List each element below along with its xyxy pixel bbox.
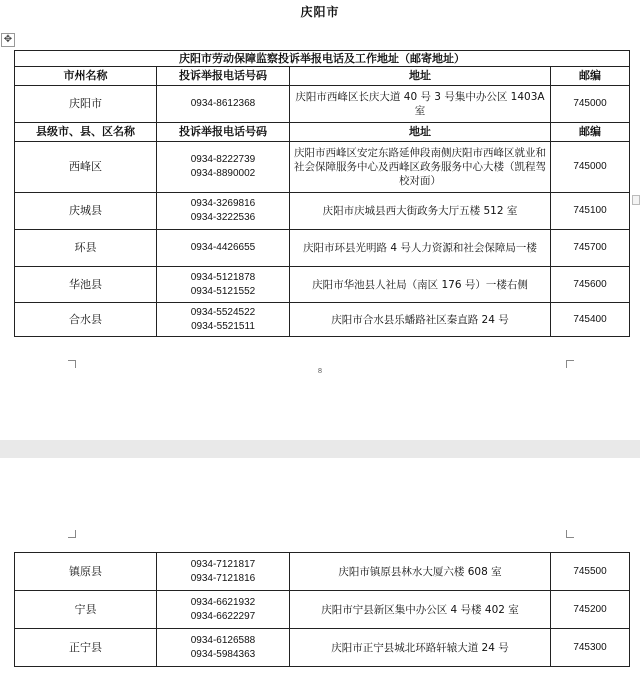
city-zip: 745000 xyxy=(551,86,630,123)
phone-number: 0934-5521511 xyxy=(191,320,255,332)
county-name: 庆城县 xyxy=(15,193,157,230)
county-phone xyxy=(157,591,290,629)
header-zip: 邮编 xyxy=(551,67,630,86)
county-zip: 745000 xyxy=(551,142,630,193)
contact-table-page-1 xyxy=(14,50,630,337)
page-number: 8 xyxy=(317,367,323,375)
table-row xyxy=(15,86,630,123)
county-phone xyxy=(157,142,290,193)
county-address: 庆阳市正宁县城北环路轩辕大道 24 号 xyxy=(290,629,551,667)
county-zip: 745500 xyxy=(551,553,630,591)
county-phone xyxy=(157,553,290,591)
page-break-gap xyxy=(0,440,640,458)
county-zip: 745200 xyxy=(551,591,630,629)
county-phone xyxy=(157,230,290,267)
table-row xyxy=(15,553,630,591)
header-zip: 邮编 xyxy=(551,123,630,142)
table-row xyxy=(15,193,630,230)
county-name: 合水县 xyxy=(15,303,157,337)
county-address: 庆阳市镇原县林水大厦六楼 608 室 xyxy=(290,553,551,591)
phone-number: 0934-6621932 xyxy=(190,596,256,608)
city-phone: 0934-8612368 xyxy=(157,86,290,123)
move-cross-icon[interactable]: ✥ xyxy=(1,33,15,47)
phone-number: 0934-8890002 xyxy=(190,168,256,179)
phone-number: 0934-3269816 xyxy=(190,198,256,209)
phone-number: 0934-3222536 xyxy=(190,212,256,223)
document-page-2 xyxy=(0,458,640,676)
county-address: 庆阳市庆城县西大街政务大厅五楼 512 室 xyxy=(290,193,551,230)
table-row xyxy=(15,629,630,667)
county-zip: 745100 xyxy=(551,193,630,230)
county-name: 镇原县 xyxy=(15,553,157,591)
phone-number: 0934-5524522 xyxy=(190,306,256,318)
county-zip: 745400 xyxy=(551,303,630,337)
county-name: 宁县 xyxy=(15,591,157,629)
county-phone xyxy=(157,303,290,337)
phone-number: 0934-6126588 xyxy=(190,634,256,646)
table-caption: 庆阳市劳动保障监察投诉举报电话及工作地址（邮寄地址） xyxy=(15,51,630,67)
margin-corner-mark xyxy=(566,530,574,538)
county-name: 环县 xyxy=(15,230,157,267)
phone-number: 0934-6622297 xyxy=(190,610,256,622)
county-address: 庆阳市宁县新区集中办公区 4 号楼 402 室 xyxy=(290,591,551,629)
header-county-name: 县级市、县、区名称 xyxy=(15,123,157,142)
header-phone: 投诉举报电话号码 xyxy=(157,67,290,86)
county-name: 正宁县 xyxy=(15,629,157,667)
table-row xyxy=(15,267,630,303)
county-address: 庆阳市华池县人社局（南区 176 号）一楼右侧 xyxy=(290,267,551,303)
page-title: 庆阳市 xyxy=(300,5,340,19)
table-row xyxy=(15,591,630,629)
table-row xyxy=(15,142,630,193)
table-caption-row xyxy=(15,51,630,67)
county-name: 华池县 xyxy=(15,267,157,303)
header-address: 地址 xyxy=(290,123,551,142)
county-phone xyxy=(157,629,290,667)
county-zip: 745300 xyxy=(551,629,630,667)
county-phone xyxy=(157,193,290,230)
phone-number: 0934-8222739 xyxy=(190,154,256,165)
county-address: 庆阳市西峰区安定东路延伸段南侧庆阳市西峰区就业和社会保障服务中心及西峰区政务服务中心大楼（凯程驾校对面） xyxy=(290,142,551,193)
city-address: 庆阳市西峰区长庆大道 40 号 3 号集中办公区 1403A 室 xyxy=(290,86,551,123)
phone-number: 0934-5121552 xyxy=(190,285,256,297)
city-name: 庆阳市 xyxy=(15,86,157,123)
table-row xyxy=(15,303,630,337)
county-phone xyxy=(157,267,290,303)
county-address: 庆阳市环县光明路 4 号人力资源和社会保障局一楼 xyxy=(290,230,551,267)
contact-table-page-2 xyxy=(14,552,630,667)
county-zip: 745700 xyxy=(551,230,630,267)
header-address: 地址 xyxy=(290,67,551,86)
header-city-name: 市州名称 xyxy=(15,67,157,86)
phone-number: 0934-5121878 xyxy=(190,271,256,283)
table-row xyxy=(15,230,630,267)
phone-number: 0934-5984363 xyxy=(190,648,256,660)
phone-number: 0934-7121816 xyxy=(190,572,256,584)
phone-number: 0934-7121817 xyxy=(190,558,256,570)
county-name: 西峰区 xyxy=(15,142,157,193)
margin-corner-mark xyxy=(68,530,76,538)
city-header-row xyxy=(15,67,630,86)
phone-number: 0934-4426655 xyxy=(190,242,256,253)
county-address: 庆阳市合水县乐蟠路社区秦直路 24 号 xyxy=(290,303,551,337)
county-header-row xyxy=(15,123,630,142)
scroll-marker-icon[interactable] xyxy=(632,195,640,205)
county-zip: 745600 xyxy=(551,267,630,303)
header-phone: 投诉举报电话号码 xyxy=(157,123,290,142)
